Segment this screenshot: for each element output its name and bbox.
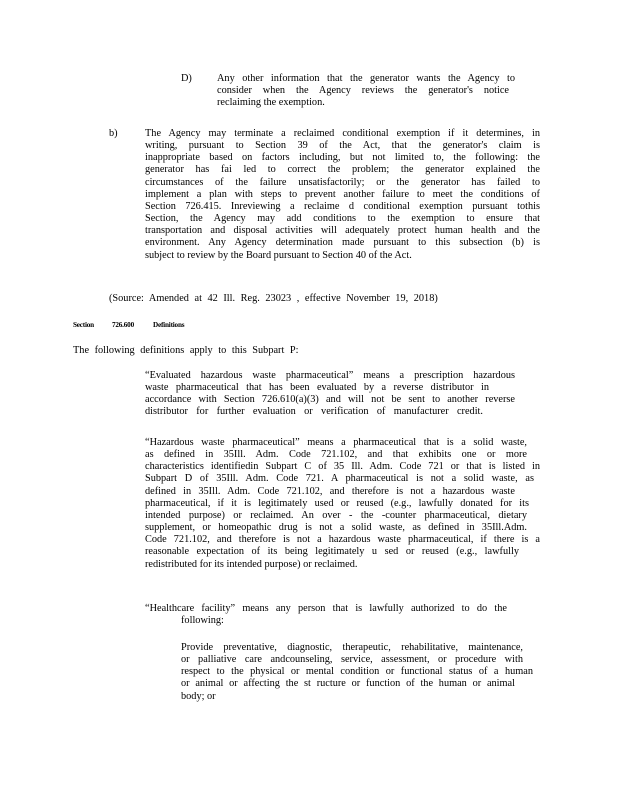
definition-line: characteristics identifiedin Subpart C of 35 Ill. Adm. Code 721 or that is listed in [145, 461, 540, 473]
sub-item-line: or palliative care andcounseling, service, assessment, or procedure with [181, 654, 523, 666]
item-b-line: Section, the Agency may add conditions to the exemption to ensure that [145, 213, 540, 225]
definition-healthcare-facility [145, 603, 507, 627]
definition-line: Subpart D of 35Ill. Adm. Code 721. A pharmaceutical is not a solid waste, as [145, 473, 534, 485]
item-b-line: The Agency may terminate a reclaimed conditional exemption if it determines, in [145, 128, 540, 139]
item-d-text [217, 73, 515, 109]
section-heading-word: Section [73, 321, 94, 329]
definition-line: reasonable expectation of its being legitimately u sed or reused (e.g., lawfully [145, 546, 519, 558]
definition-line: “Evaluated hazardous waste pharmaceutical” means a prescription hazardous [145, 370, 515, 381]
sub-item-line: respect to the physical or mental condition or functional status of a human [181, 666, 533, 678]
sub-item-line: Provide preventative, diagnostic, therapeutic, rehabilitative, maintenance, [181, 642, 523, 653]
item-b-line: transportation and disposal activities will adequately protect human health and the [145, 225, 540, 237]
item-b-text [145, 128, 540, 262]
definition-line: accordance with Section 726.610(a)(3) and will not be sent to another reverse [145, 394, 515, 406]
sub-item-line: body; or [181, 690, 216, 702]
definition-hazardous-waste-pharmaceutical [145, 437, 540, 571]
definition-line: defined in 35Ill. Adm. Code 721.102, and therefore is not a hazardous waste [145, 485, 515, 497]
item-b-label: b) [109, 128, 118, 139]
definition-line: as defined in 35Ill. Adm. Code 721.102, and that exhibits one or more [145, 449, 527, 461]
item-b-line: writing, pursuant to Section 39 of the Act, that the generator's claim is [145, 140, 540, 152]
item-d-label: D) [181, 73, 192, 84]
item-b-line: environment. Any Agency determination made pursuant to this subsection (b) is [145, 237, 540, 249]
healthcare-facility-sub-item [181, 642, 533, 703]
item-d-line: consider when the Agency reviews the generator's notice [217, 85, 509, 97]
section-heading [73, 321, 273, 331]
item-d-line: Any other information that the generator wants the Agency to [217, 73, 515, 84]
definition-line: pharmaceutical, if it is legitimately used or reused (e.g., lawfully donated for its [145, 497, 529, 509]
item-b-line: generator has fai led to correct the problem; the generator explained the [145, 164, 540, 176]
item-b-line: implement a plan with steps to prevent another failure to meet the conditions of [145, 188, 540, 200]
definition-line: “Hazardous waste pharmaceutical” means a pharmaceutical that is a solid waste, [145, 437, 527, 448]
definition-line: distributor for further evaluation or verification of manufacturer credit. [145, 406, 483, 418]
definition-line: “Healthcare facility” means any person that is lawfully authorized to do the [145, 603, 507, 614]
definition-line: Code 721.102, and therefore is not a hazardous waste pharmaceutical, if there is a [145, 534, 540, 546]
section-heading-number: 726.600 [112, 321, 134, 329]
definitions-intro: The following definitions apply to this Subpart P: [73, 345, 299, 356]
definition-line: waste pharmaceutical that has been evaluated by a reverse distributor in [145, 382, 489, 394]
item-b-line: inappropriate based on factors including, but not limited to, the following: the [145, 152, 540, 164]
item-d-line: reclaiming the exemption. [217, 97, 325, 109]
section-heading-title: Definitions [153, 321, 185, 329]
definition-evaluated-hwp [145, 370, 515, 419]
definition-line: intended purpose) or reclaimed. An over - the -counter pharmaceutical, dietary [145, 509, 527, 521]
item-b-line: Section 726.415. Inreviewing a reclaime d conditional exemption pursuant tothis [145, 200, 540, 212]
definition-line: supplement, or homeopathic drug is not a solid waste, as defined in 35Ill.Adm. [145, 522, 527, 534]
item-b-line: subject to review by the Board pursuant to Section 40 of the Act. [145, 249, 412, 261]
sub-item-line: or animal or affecting the st ructure or function of the human or animal [181, 678, 515, 690]
source-note: (Source: Amended at 42 Ill. Reg. 23023 , effective November 19, 2018) [109, 293, 438, 304]
item-b-line: circumstances of the failure unsatisfactorily; or the generator has failed to [145, 176, 540, 188]
definition-line: following: [181, 615, 224, 627]
definition-line: redistributed for its intended purpose) or reclaimed. [145, 558, 358, 570]
